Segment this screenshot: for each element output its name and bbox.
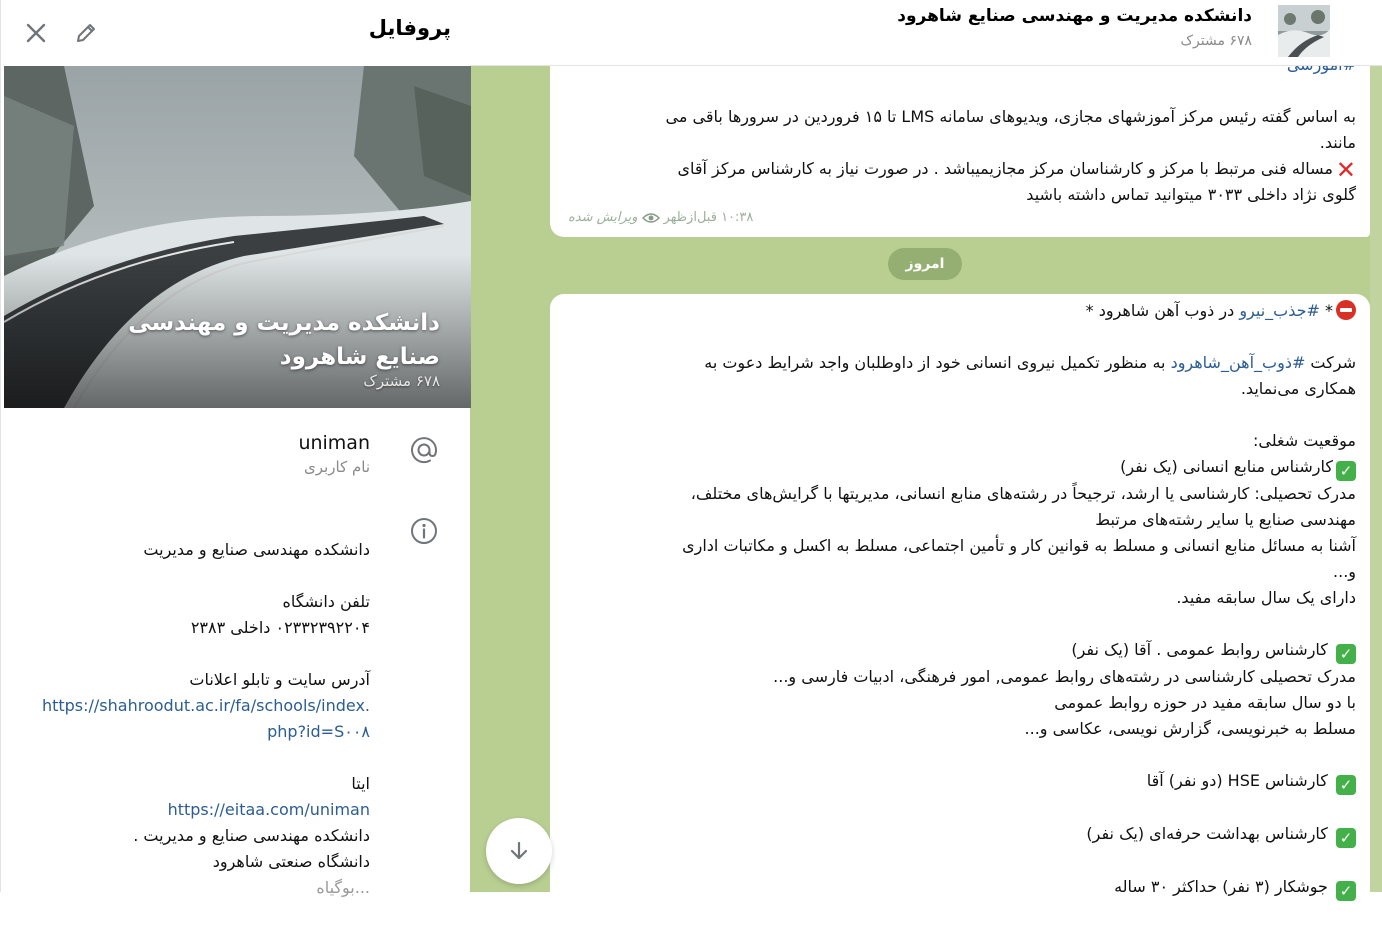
about-footer: دانشگاه صنعتی شاهرود — [212, 852, 370, 871]
message-meta — [568, 205, 753, 231]
about-footer: ...بوگیاه — [316, 878, 370, 897]
phone-label: تلفن دانشگاه — [282, 592, 370, 611]
message-line: ✕مساله فنی مرتبط با مرکز و کارشناسان مرکز مجازیمیباشد . در صورت نیاز به کارشناس مرکز آقای — [677, 156, 1356, 184]
message-line: مانند. — [1319, 133, 1356, 152]
message-line: مدرک تحصیلی: کارشناسی یا ارشد، ترجیحاً در رشته‌های منابع انسانی، مدیریتها با گرایش‌های مختلف، — [690, 484, 1356, 503]
profile-subscribers: ۶۷۸ مشترک — [363, 372, 440, 390]
stop-sign-icon — [1336, 300, 1356, 320]
close-icon — [25, 22, 47, 44]
chat-subscribers: ۶۷۸ مشترک — [1180, 33, 1252, 49]
edit-button[interactable] — [69, 16, 103, 50]
pencil-icon — [74, 21, 98, 45]
message-line: با دو سال سابقه مفید در حوزه روابط عمومی — [1054, 693, 1356, 712]
about-footer: دانشکده مهندسی صنایع و مدیریت . — [133, 826, 370, 845]
edited-label: ویرایش شده — [568, 210, 638, 225]
message-line: دارای یک سال سابقه مفید. — [1176, 588, 1356, 607]
message-list[interactable] — [470, 66, 1382, 900]
chat-header[interactable] — [470, 0, 1382, 66]
arrow-down-icon — [507, 839, 531, 863]
message-bubble — [550, 52, 1370, 237]
profile-title: پروفایل — [368, 16, 451, 40]
message-line: شرکت #ذوب_آهن_شاهرود به منظور تکمیل نیروی انسانی خود از داوطلبان واجد شرایط دعوت به — [704, 353, 1356, 372]
message-line: * #جذب_نیرو در ذوب آهن شاهرود * — [568, 298, 1356, 324]
message-line: و... — [1333, 562, 1356, 581]
chat-title[interactable]: دانشکده مدیریت و مهندسی صنایع شاهرود — [897, 6, 1252, 26]
hashtag-link[interactable]: #ذوب_آهن_شاهرود — [1170, 353, 1306, 372]
close-button[interactable] — [19, 16, 53, 50]
channel-avatar[interactable] — [1278, 5, 1330, 57]
check-mark-icon: ✓ — [1336, 881, 1356, 901]
check-mark-icon: ✓ — [1336, 828, 1356, 848]
chat-pane — [470, 0, 1382, 900]
profile-header — [1, 0, 471, 66]
phone-value: ۰۲۳۳۲۳۹۲۲۰۴ داخلی ۲۳۸۳ — [190, 618, 370, 637]
message-line: ✓ کارشناس روابط عمومی . آقا (یک نفر) — [568, 637, 1356, 664]
hashtag-link[interactable]: #جذب_نیرو — [1239, 301, 1320, 320]
info-icon — [408, 515, 440, 547]
check-mark-icon: ✓ — [1336, 775, 1356, 795]
at-sign-icon — [408, 434, 440, 466]
chat-scrollbar[interactable] — [1370, 66, 1382, 892]
message-line: موقعیت شغلی: — [1253, 431, 1356, 450]
message-line: مهندسی صنایع یا سایر رشته‌های مرتبط — [1095, 510, 1356, 529]
eitaa-label: ایتا — [351, 774, 370, 793]
date-separator: امروز — [888, 248, 962, 280]
message-line: همکاری می‌نماید. — [1240, 379, 1356, 398]
eitaa-link[interactable]: https://eitaa.com/uniman — [167, 800, 370, 819]
check-mark-icon: ✓ — [1336, 644, 1356, 664]
message-line: گلوی نژاد داخلی ۳۰۳۳ میتوانید تماس داشته باشید — [1026, 185, 1356, 204]
username-value[interactable]: uniman — [298, 432, 370, 454]
message-line: ✓کارشناس منابع انسانی (یک نفر) — [568, 454, 1356, 481]
eye-icon — [642, 212, 660, 224]
check-mark-icon: ✓ — [1336, 461, 1356, 481]
message-line: آشنا به مسائل منابع انسانی و مسلط به قوانین کار و تأمین اجتماعی، مسلط به اکسل و مکاتبات اداری — [682, 536, 1356, 555]
site-link[interactable]: https://shahroodut.ac.ir/fa/schools/index.php?id=S۰۰۸ — [41, 696, 370, 741]
site-label: آدرس سایت و تابلو اعلانات — [189, 670, 370, 689]
username-label: نام کاربری — [304, 458, 370, 476]
cross-mark-icon: ✕ — [1335, 156, 1356, 184]
message-line: مسلط به خبرنویسی، گزارش نویسی، عکاسی و... — [1024, 719, 1356, 738]
message-line: ✓ کارشناس HSE (دو نفر) آقا — [568, 768, 1356, 795]
profile-pane — [0, 0, 470, 897]
about-title: دانشکده مهندسی صنایع و مدیریت — [143, 540, 370, 559]
message-line: ✓ جوشکار (۳ نفر) حداکثر ۳۰ ساله — [568, 874, 1356, 901]
username-row[interactable] — [30, 432, 370, 476]
message-line: مدرک تحصیلی کارشناسی در رشته‌های روابط عمومی, امور فرهنگی، ادبیات فارسی و... — [773, 667, 1356, 686]
message-time: ۱۰:۳۸ قبل‌ازظهر — [663, 210, 754, 225]
scroll-down-button[interactable] — [486, 818, 552, 884]
message-line: به اساس گفته رئیس مرکز آموزشهای مجازی، ویدیوهای سامانه LMS تا ۱۵ فروردین در سرورها باقی می — [665, 107, 1356, 126]
message-line: ✓ کارشناس بهداشت حرفه‌ای (یک نفر) — [568, 821, 1356, 848]
profile-name: دانشکده مدیریت و مهندسی صنایع شاهرود — [128, 310, 440, 370]
message-bubble — [550, 294, 1370, 934]
about-section — [10, 537, 370, 901]
